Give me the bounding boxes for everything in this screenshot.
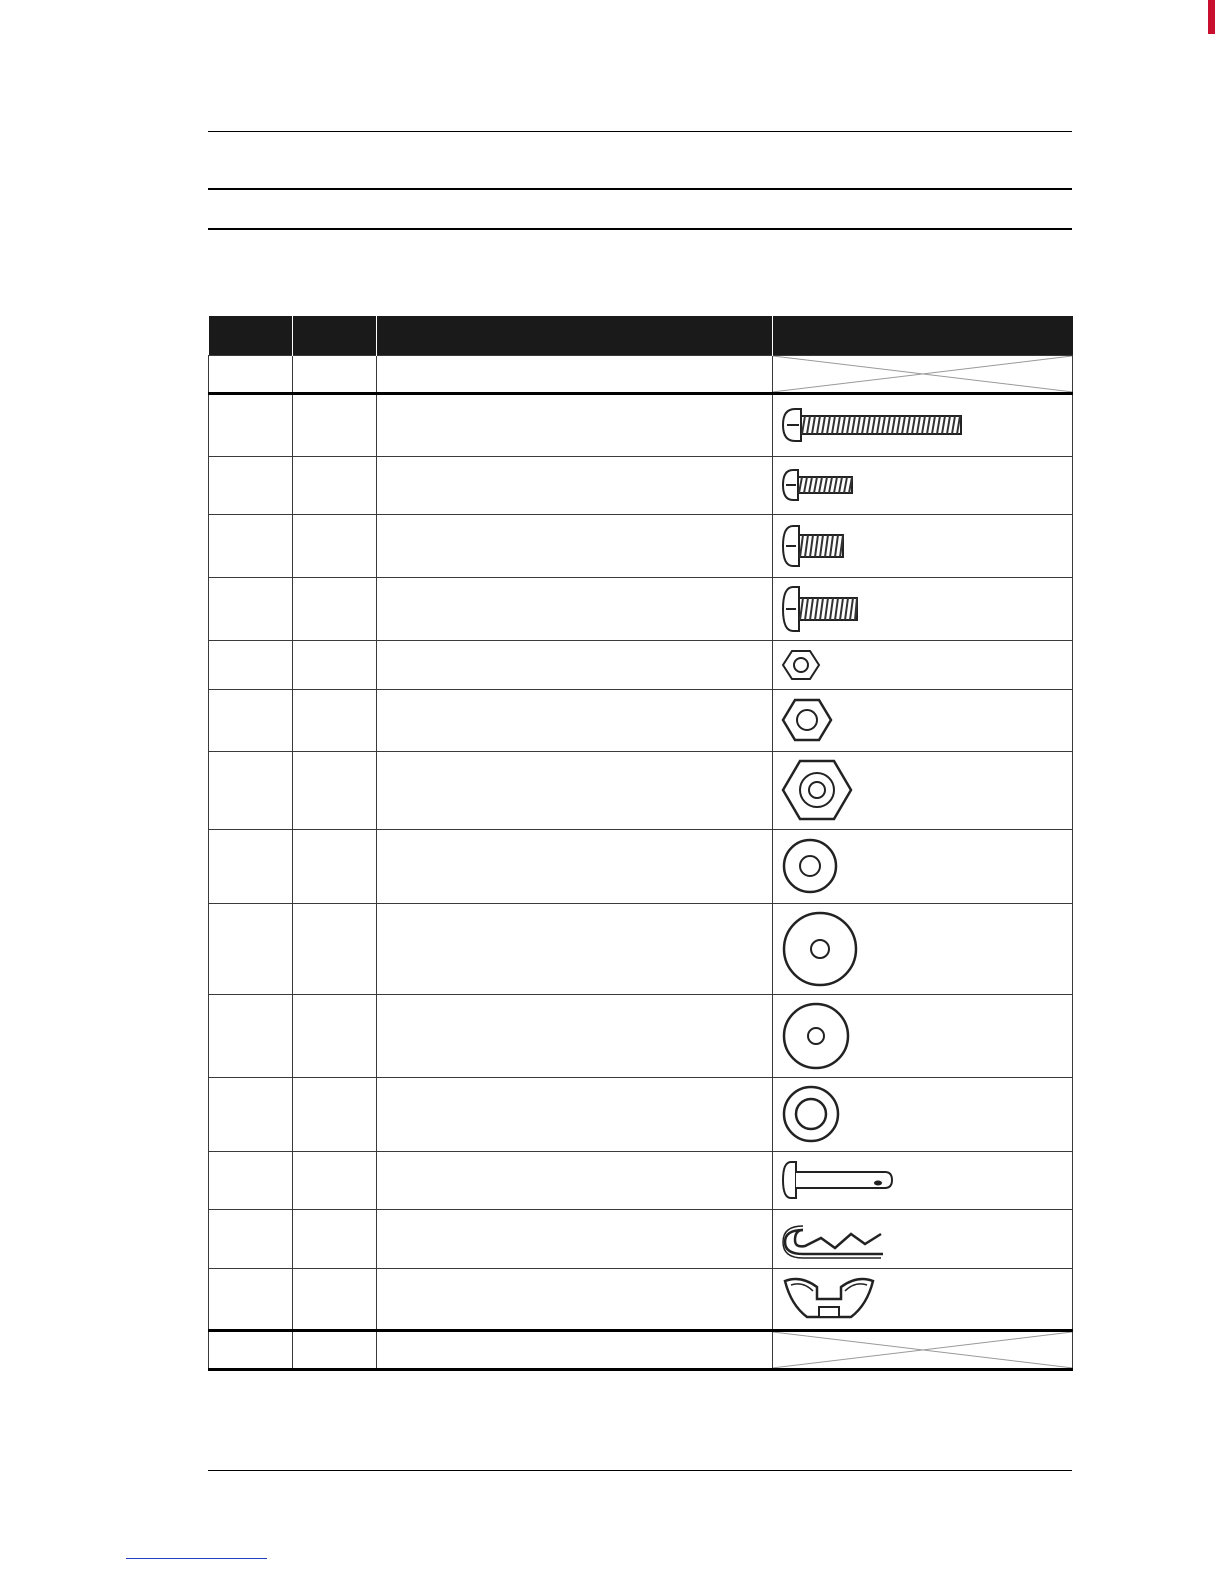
table-cell xyxy=(293,829,377,903)
table-cell xyxy=(377,640,773,689)
cross-lines-icon xyxy=(773,1332,1072,1368)
table-cell xyxy=(377,903,773,994)
part-image-cell xyxy=(773,1151,1073,1209)
table-cell xyxy=(377,751,773,829)
table-cell xyxy=(209,1151,293,1209)
table-cell xyxy=(293,514,377,577)
table-cell xyxy=(209,640,293,689)
table-cell xyxy=(377,356,773,394)
table-cell xyxy=(209,751,293,829)
table-row xyxy=(209,751,1073,829)
hairpin-cotter-clip-icon xyxy=(781,1218,891,1260)
crossed-out-cell xyxy=(773,1330,1073,1369)
table-cell xyxy=(209,689,293,751)
table-cell xyxy=(377,1209,773,1268)
table-cell xyxy=(377,393,773,456)
cross-lines-icon xyxy=(773,356,1072,392)
table-row xyxy=(209,1268,1073,1330)
table-cell xyxy=(209,1330,293,1369)
table-cell xyxy=(293,994,377,1077)
table-cell xyxy=(377,829,773,903)
table-cell xyxy=(377,456,773,514)
table-row xyxy=(209,640,1073,689)
table-cell xyxy=(209,577,293,640)
table-cell xyxy=(209,1209,293,1268)
medium-fender-washer-icon xyxy=(781,1001,851,1071)
table-cell xyxy=(293,903,377,994)
table-row xyxy=(209,514,1073,577)
table-row xyxy=(209,689,1073,751)
table-cell xyxy=(293,456,377,514)
link-underline[interactable] xyxy=(126,1558,267,1559)
table-cell xyxy=(209,829,293,903)
table-row xyxy=(209,577,1073,640)
part-image-cell xyxy=(773,456,1073,514)
part-image-cell xyxy=(773,1077,1073,1151)
table-cell xyxy=(293,689,377,751)
table-cell xyxy=(293,356,377,394)
table-cell xyxy=(377,514,773,577)
table-cell xyxy=(293,640,377,689)
table-row xyxy=(209,456,1073,514)
table-row xyxy=(209,903,1073,994)
table-row xyxy=(209,1151,1073,1209)
table-row xyxy=(209,393,1073,456)
table-cell xyxy=(293,1209,377,1268)
wing-nut-icon xyxy=(781,1273,877,1325)
table-row xyxy=(209,1077,1073,1151)
table-cell xyxy=(209,994,293,1077)
subtitle-rule xyxy=(208,228,1072,230)
clevis-pin-icon xyxy=(781,1159,897,1201)
section-subtitle xyxy=(208,190,1072,228)
large-fender-washer-icon xyxy=(781,910,859,988)
table-cell xyxy=(293,1151,377,1209)
crossed-out-cell xyxy=(773,356,1073,394)
part-image-cell xyxy=(773,689,1073,751)
part-image-cell xyxy=(773,903,1073,994)
table-cell xyxy=(377,994,773,1077)
part-image-cell xyxy=(773,1268,1073,1330)
part-image-cell xyxy=(773,751,1073,829)
part-image-cell xyxy=(773,994,1073,1077)
medium-pan-head-bolt-icon xyxy=(781,584,865,634)
small-flat-washer-icon xyxy=(781,837,839,895)
table-cell xyxy=(293,1330,377,1369)
column-header xyxy=(377,316,773,356)
table-cell xyxy=(293,393,377,456)
table-cell xyxy=(293,1077,377,1151)
part-image-cell xyxy=(773,1209,1073,1268)
table-row xyxy=(209,1330,1073,1369)
part-image-cell xyxy=(773,640,1073,689)
table-row xyxy=(209,1209,1073,1268)
short-pan-head-bolt-icon xyxy=(781,467,861,503)
hardware-table xyxy=(208,316,1073,1371)
long-pan-head-bolt-icon xyxy=(781,405,971,445)
part-image-cell xyxy=(773,577,1073,640)
table-cell xyxy=(293,1268,377,1330)
part-image-cell xyxy=(773,393,1073,456)
table-cell xyxy=(209,1268,293,1330)
small-hex-nut-icon xyxy=(781,647,821,683)
table-cell xyxy=(377,577,773,640)
table-header-row xyxy=(209,316,1073,356)
table-cell xyxy=(209,903,293,994)
medium-hex-nut-icon xyxy=(781,696,833,744)
column-header xyxy=(209,316,293,356)
table-cell xyxy=(293,577,377,640)
table-cell xyxy=(377,689,773,751)
thick-flat-washer-icon xyxy=(781,1084,841,1144)
column-header xyxy=(293,316,377,356)
table-cell xyxy=(209,356,293,394)
section-title xyxy=(208,132,1072,188)
table-row xyxy=(209,356,1073,394)
table-row xyxy=(209,829,1073,903)
table-cell xyxy=(377,1268,773,1330)
table-cell xyxy=(377,1330,773,1369)
table-cell xyxy=(293,751,377,829)
table-cell xyxy=(377,1077,773,1151)
table-row xyxy=(209,994,1073,1077)
table-cell xyxy=(209,514,293,577)
part-image-cell xyxy=(773,514,1073,577)
large-hex-nut-icon xyxy=(781,757,853,823)
part-image-cell xyxy=(773,829,1073,903)
table-cell xyxy=(377,1151,773,1209)
column-header xyxy=(773,316,1073,356)
table-cell xyxy=(209,1077,293,1151)
footer-rule xyxy=(208,1470,1072,1471)
table-cell xyxy=(209,456,293,514)
table-cell xyxy=(209,393,293,456)
page-edge-marker xyxy=(1208,0,1215,34)
short-pan-head-bolt-icon xyxy=(781,523,851,569)
